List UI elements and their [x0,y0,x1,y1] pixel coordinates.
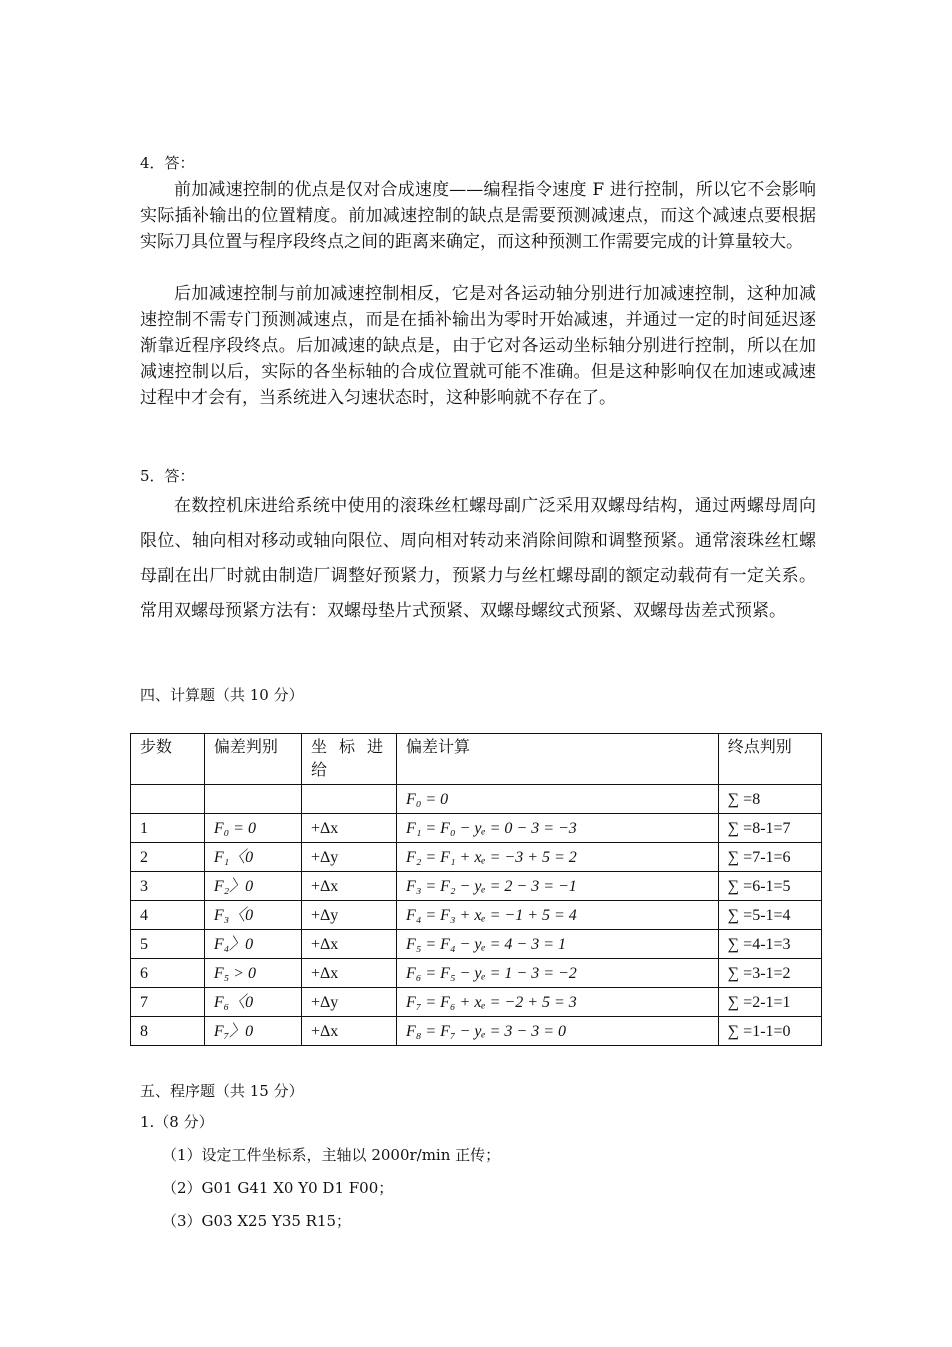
cell-calc: F₅ = F₄ − yₑ = 4 − 3 = 1 [397,930,719,959]
cell-judge [204,785,301,814]
cell-feed: +Δx [301,930,396,959]
cell-feed: +Δx [301,814,396,843]
cell-step: 7 [131,988,205,1017]
cell-judge: F₆〈0 [204,988,301,1017]
cell-calc: F₇ = F₆ + xₑ = −2 + 5 = 3 [397,988,719,1017]
table-row [131,959,822,988]
q4-paragraph-1: 前加减速控制的优点是仅对合成速度——编程指令速度 F 进行控制，所以它不会影响实际插补输出的位置精度。前加减速控制的缺点是需要预测减速点，而这个减速点要根据实际刀具位置与程序段终点之间的距离来确定，而这种预测工作需要完成的计算量较大。 [140,180,816,252]
cell-judge: F₀ = 0 [204,814,301,843]
cell-feed: +Δy [301,988,396,1017]
cell-judge: F₇〉0 [204,1017,301,1046]
header-end: 终点判别 [718,734,821,785]
cell-end: ∑ =8 [718,785,821,814]
cell-step: 4 [131,901,205,930]
header-judge: 偏差判别 [204,734,301,785]
header-step: 步数 [131,734,205,785]
section-4-title: 四、计算题（共 10 分） [140,686,304,704]
cell-step: 3 [131,872,205,901]
cell-step: 1 [131,814,205,843]
table-row [131,843,822,872]
cell-end: ∑ =4-1=3 [718,930,821,959]
cell-calc: F₂ = F₁ + xₑ = −3 + 5 = 2 [397,843,719,872]
program-line-1: （1）设定工件坐标系，主轴以 2000r/min 正传； [162,1146,501,1164]
cell-judge: F₂〉0 [204,872,301,901]
cell-calc: F₄ = F₃ + xₑ = −1 + 5 = 4 [397,901,719,930]
cell-calc: F₆ = F₅ − yₑ = 1 − 3 = −2 [397,959,719,988]
table-row [131,930,822,959]
cell-feed: +Δy [301,901,396,930]
cell-end: ∑ =3-1=2 [718,959,821,988]
cell-calc: F₈ = F₇ − yₑ = 3 − 3 = 0 [397,1017,719,1046]
q4-heading: 4．答： [140,154,195,172]
cell-end: ∑ =1-1=0 [718,1017,821,1046]
q4-paragraph-2: 后加减速控制与前加减速控制相反，它是对各运动轴分别进行加减速控制，这种加减速控制不需专门预测减速点，而是在插补输出为零时开始减速，并通过一定的时间延迟逐渐靠近程序段终点。后加减速的缺点是，由于它对各运动坐标轴分别进行控制，所以在加减速控制以后，实际的各坐标轴的合成位置就可能不准确。但是这种影响仅在加速或减速过程中才会有，当系统进入匀速状态时，这种影响就不存在了。 [140,284,816,408]
cell-step [131,785,205,814]
cell-feed: +Δx [301,872,396,901]
cell-feed: +Δx [301,959,396,988]
cell-end: ∑ =5-1=4 [718,901,821,930]
cell-end: ∑ =7-1=6 [718,843,821,872]
calculation-table [130,733,822,1046]
q5-paragraph-1: 在数控机床进给系统中使用的滚珠丝杠螺母副广泛采用双螺母结构，通过两螺母周向限位、轴向相对移动或轴向限位、周向相对转动来消除间隙和调整预紧。通常滚珠丝杠螺母副在出厂时就由制造厂调整好预紧力，预紧力与丝杠螺母副的额定动载荷有一定关系。常用双螺母预紧方法有：双螺母垫片式预紧、双螺母螺纹式预紧、双螺母齿差式预紧。 [140,496,816,621]
cell-end: ∑ =8-1=7 [718,814,821,843]
program-line-3: （3）G03 X25 Y35 R15； [162,1212,352,1230]
section-5-title: 五、程序题（共 15 分） [140,1082,304,1100]
table-row [131,988,822,1017]
q5-heading: 5．答： [140,467,195,485]
cell-step: 8 [131,1017,205,1046]
cell-calc: F₃ = F₂ − yₑ = 2 − 3 = −1 [397,872,719,901]
program-line-2: （2）G01 G41 X0 Y0 D1 F00； [162,1179,394,1197]
cell-end: ∑ =2-1=1 [718,988,821,1017]
header-feed: 坐 标 进 给 [301,734,396,785]
cell-step: 6 [131,959,205,988]
table-row [131,1017,822,1046]
cell-feed: +Δx [301,1017,396,1046]
cell-step: 5 [131,930,205,959]
section-5-subquestion: 1.（8 分） [140,1113,214,1131]
table-row [131,814,822,843]
table-row [131,785,822,814]
cell-judge: F₁〈0 [204,843,301,872]
cell-judge: F₃〈0 [204,901,301,930]
cell-judge: F₅ > 0 [204,959,301,988]
cell-feed [301,785,396,814]
table-row [131,901,822,930]
cell-end: ∑ =6-1=5 [718,872,821,901]
cell-calc: F₀ = 0 [397,785,719,814]
cell-judge: F₄〉0 [204,930,301,959]
cell-feed: +Δy [301,843,396,872]
cell-calc: F₁ = F₀ − yₑ = 0 − 3 = −3 [397,814,719,843]
table-row [131,872,822,901]
header-calc: 偏差计算 [397,734,719,785]
table-header-row [131,734,822,785]
cell-step: 2 [131,843,205,872]
